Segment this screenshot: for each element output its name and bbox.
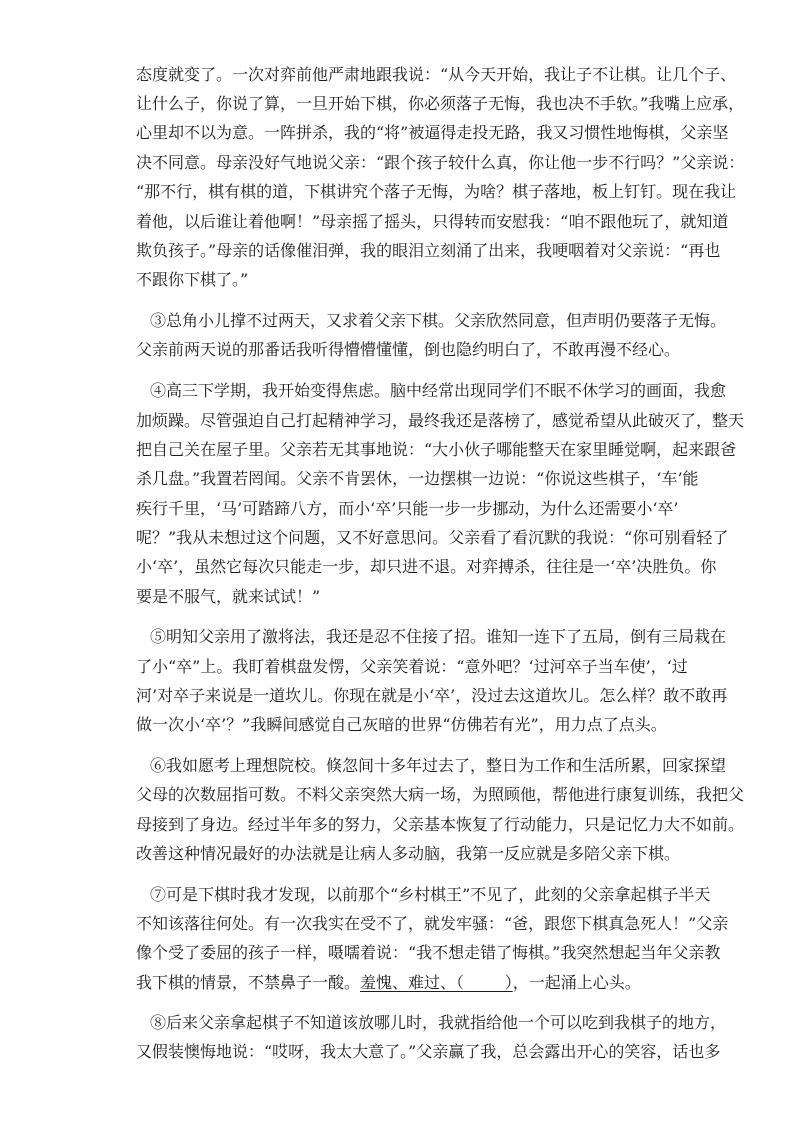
text-line (150, 1012, 727, 1034)
text-line (136, 181, 737, 203)
line-text: 又假装懊悔地说：“哎呀，我太大意了。”父亲赢了我，总会露出开心的笑容，话也多 (136, 1042, 721, 1061)
line-text: ⑧后来父亲拿起棋子不知道该放哪儿时，我就指给他一个可以吃到我棋子的地方， (150, 1013, 727, 1032)
text-line (136, 843, 681, 865)
line-text: ⑤明知父亲用了激将法，我还是忍不住接了招。谁知一连下了五局，倒有三局栽在 (150, 627, 727, 646)
line-text: “那不行，棋有棋的道，下棋讲究个落子无悔，为啥？棋子落地，板上钉钉。现在我让 (136, 182, 737, 201)
line-text: 像个受了委屈的孩子一样，嗫嚅着说：“我不想走错了悔棋。”我突然想起当年父亲教 (136, 943, 721, 962)
line-text: 决不同意。母亲没好气地说父亲：“跟个孩子较什么真，你让他一步不行吗？”父亲说： (136, 153, 745, 172)
text-line (136, 556, 717, 578)
text-line (136, 814, 745, 836)
text-line (136, 410, 745, 432)
line-text: ⑦可是下棋时我才发现，以前那个“乡村棋王”不见了，此刻的父亲拿起棋子半天 (150, 885, 711, 904)
text-line (150, 884, 711, 906)
line-text-after: ，一起涌上心头。 (512, 973, 641, 992)
text-line (136, 942, 721, 964)
line-text: 不知该落往何处。有一次我实在受不了，就发牢骚：“爸，跟您下棋真急死人！”父亲 (136, 914, 729, 933)
line-text: ③总角小儿撑不过两天，又求着父亲下棋。父亲欣然同意，但声明仍要落子无悔。 (150, 311, 727, 330)
line-text: 欺负孩子。”母亲的话像催泪弹，我的眼泪立刻涌了出来，我哽咽着对父亲说：“再也 (136, 241, 721, 260)
line-text: 态度就变了。一次对弈前他严肃地跟我说：“从今天开始，我让子不让棋。让几个子、 (136, 65, 737, 84)
text-line (136, 269, 660, 291)
text-line (136, 685, 728, 707)
text-line (136, 656, 688, 678)
text-line (136, 152, 745, 174)
line-text: ④高三下学期，我开始变得焦虑。脑中经常出现同学们不眠不休学习的画面，我愈 (150, 381, 727, 400)
text-line (136, 468, 699, 490)
text-line (136, 339, 681, 361)
line-text: 加烦躁。尽管强迫自己打起精神学习，最终我还是落榜了，感觉希望从此破灭了，整天 (136, 411, 745, 430)
fill-blank-underlined: 羞愧、难过、（ ） (360, 973, 513, 992)
line-text: 父母的次数屈指可数。不料父亲突然大病一场，为照顾他，帮他进行康复训练，我把父 (136, 785, 745, 804)
text-line (136, 122, 729, 144)
text-line (136, 714, 667, 736)
line-text: 了小“卒”上。我盯着棋盘发愣，父亲笑着说：“意外吧？‘过河卒子当车使’，‘过 (136, 657, 688, 676)
text-line (136, 211, 729, 233)
line-text: 父亲前两天说的那番话我听得懵懵懂懂，倒也隐约明白了，不敢再漫不经心。 (136, 340, 681, 359)
line-text: 把自己关在屋子里。父亲若无其事地说：“大小伙子哪能整天在家里睡觉啊，起来跟爸 (136, 440, 737, 459)
line-text: 着他，以后谁让着他啊！”母亲摇了摇头，只得转而安慰我：“咱不跟他玩了，就知道 (136, 212, 729, 231)
text-line (150, 755, 727, 777)
line-text: 心里却不以为意。一阵拼杀，我的“将”被逼得走投无路，我又习惯性地悔棋，父亲坚 (136, 123, 729, 142)
line-text: 母接到了身边。经过半年多的努力，父亲基本恢复了行动能力，只是记忆力大不如前。 (136, 815, 745, 834)
text-line (136, 240, 721, 262)
text-line (136, 1041, 721, 1063)
text-line (150, 626, 727, 648)
text-line (136, 498, 679, 520)
line-text: 让什么子，你说了算，一旦开始下棋，你必须落子无悔，我也决不手软。”我嘴上应承， (136, 94, 745, 113)
text-line (136, 93, 745, 115)
text-line (136, 586, 660, 608)
line-text: 疾行千里，‘马’可踏蹄八方，而小‘卒’只能一步一步挪动，为什么还需要小‘卒’ (136, 499, 679, 518)
line-text: 做一次小‘卒’？”我瞬间感觉自己灰暗的世界“仿佛若有光”，用力点了点头。 (136, 715, 667, 734)
text-line (150, 380, 727, 402)
text-line (136, 64, 737, 86)
text-line (136, 913, 729, 935)
text-line (136, 972, 660, 994)
line-text: 改善这种情况最好的办法就是让病人多动脑，我第一反应就是多陪父亲下棋。 (136, 844, 681, 863)
text-line (136, 527, 729, 549)
line-text: 要是不服气，就来试试！” (136, 587, 321, 606)
text-line (136, 439, 737, 461)
line-text: 杀几盘。”我置若罔闻。父亲不肯罢休，一边摆棋一边说：“你说这些棋子，‘车’能 (136, 469, 699, 488)
line-text: ⑥我如愿考上理想院校。倏忽间十多年过去了，整日为工作和生活所累，回家探望 (150, 756, 727, 775)
line-text: 呢？”我从未想过这个问题，又不好意思问。父亲看了看沉默的我说：“你可别看轻了 (136, 528, 729, 547)
line-text: 河’对卒子来说是一道坎儿。你现在就是小‘卒’，没过去这道坎儿。怎么样？敢不敢再 (136, 686, 728, 705)
line-text: 我下棋的情景，不禁鼻子一酸。 (136, 973, 361, 992)
text-line (150, 310, 727, 332)
line-text: 不跟你下棋了。” (136, 270, 249, 289)
line-text: 小‘卒’，虽然它每次只能走一步，却只进不退。对弈搏杀，往往是一‘卒’决胜负。你 (136, 557, 717, 576)
text-line (136, 784, 745, 806)
